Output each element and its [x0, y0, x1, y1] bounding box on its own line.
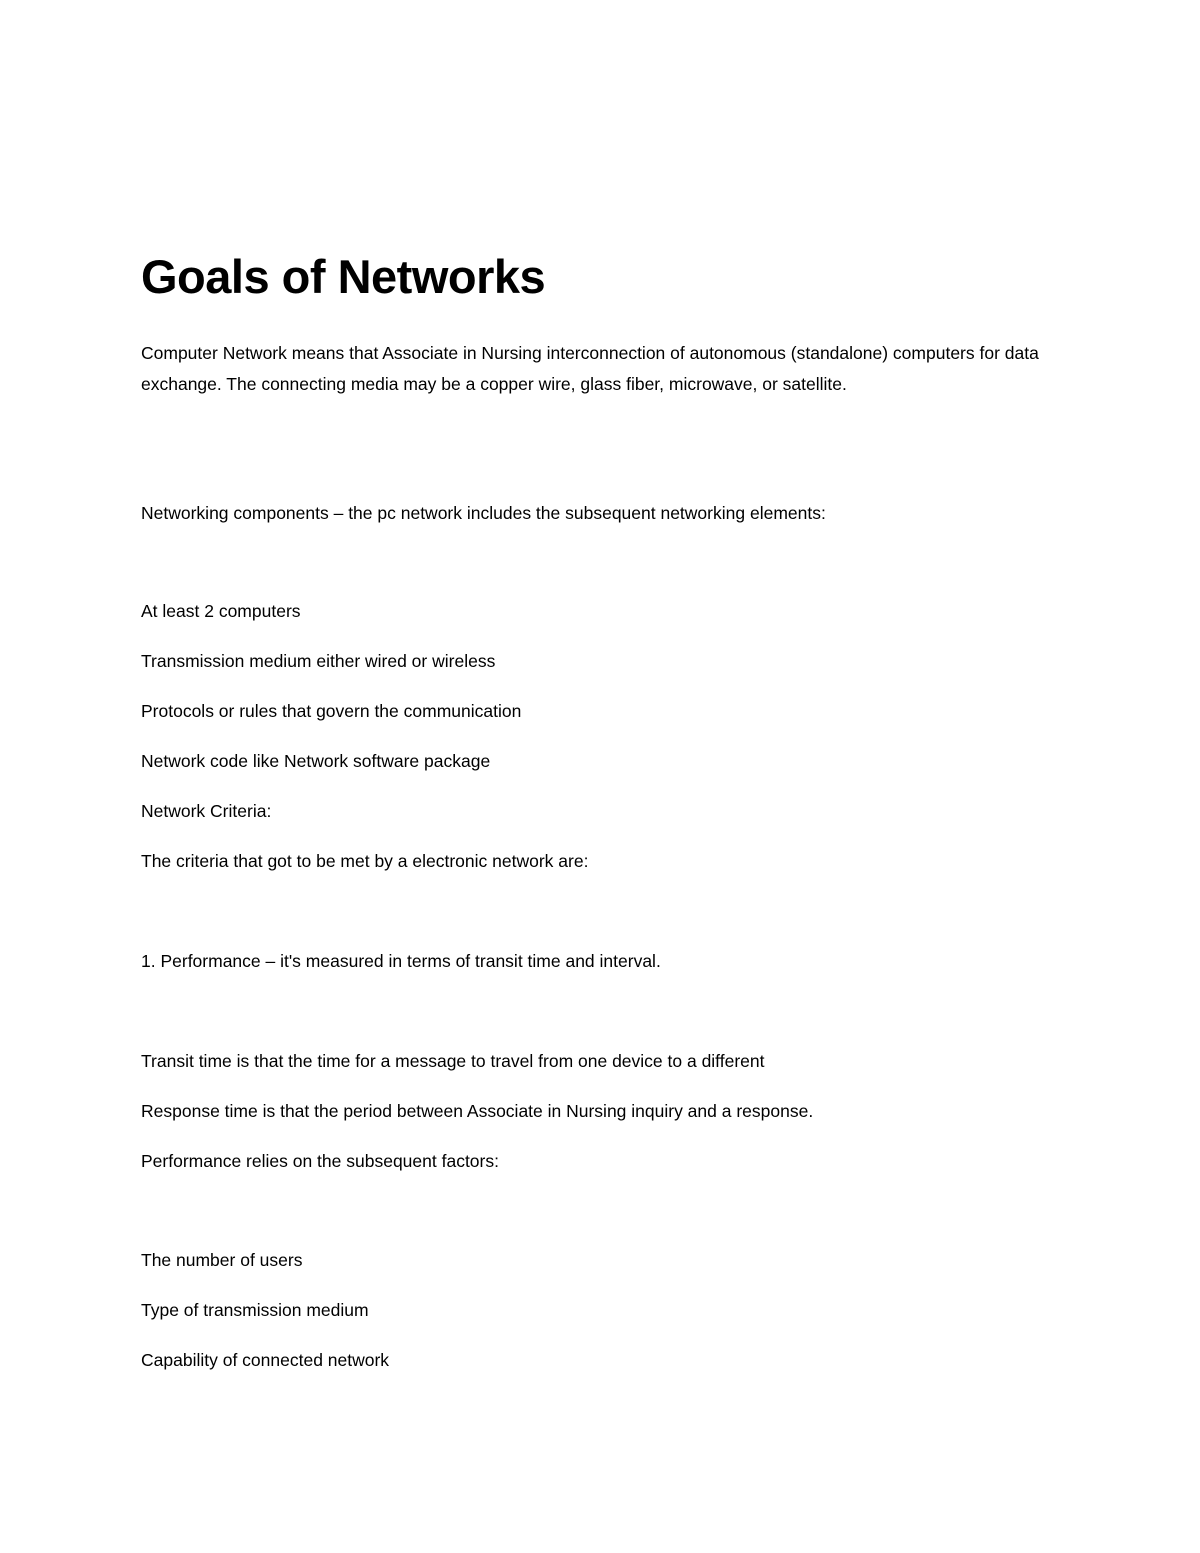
criteria-heading: Network Criteria: — [141, 801, 272, 821]
factors-heading: Performance relies on the subsequent factors: — [141, 1151, 499, 1171]
component-item: Transmission medium either wired or wireless — [141, 651, 496, 671]
component-item: Protocols or rules that govern the communication — [141, 701, 522, 721]
factor-item: Type of transmission medium — [141, 1300, 369, 1320]
component-item: At least 2 computers — [141, 601, 301, 621]
factor-item: Capability of connected network — [141, 1350, 390, 1370]
page-title: Goals of Networks — [141, 250, 546, 303]
criteria-intro: The criteria that got to be met by a electronic network are: — [141, 851, 589, 871]
response-time-text: Response time is that the period between Associate in Nursing inquiry and a response. — [141, 1101, 814, 1121]
components-heading: Networking components – the pc network includes the subsequent networking elements: — [141, 503, 826, 523]
factor-item: The number of users — [141, 1250, 303, 1270]
component-item: Network code like Network software package — [141, 751, 491, 771]
transit-time-text: Transit time is that the time for a message to travel from one device to a different — [141, 1051, 765, 1071]
intro-paragraph: Computer Network means that Associate in Nursing interconnection of autonomous (standalone) computers for data exchange. The connecting media may be a copper wire, glass fiber, microwave, or satellite. — [141, 343, 1039, 394]
performance-heading: 1. Performance – it's measured in terms of transit time and interval. — [141, 951, 661, 971]
